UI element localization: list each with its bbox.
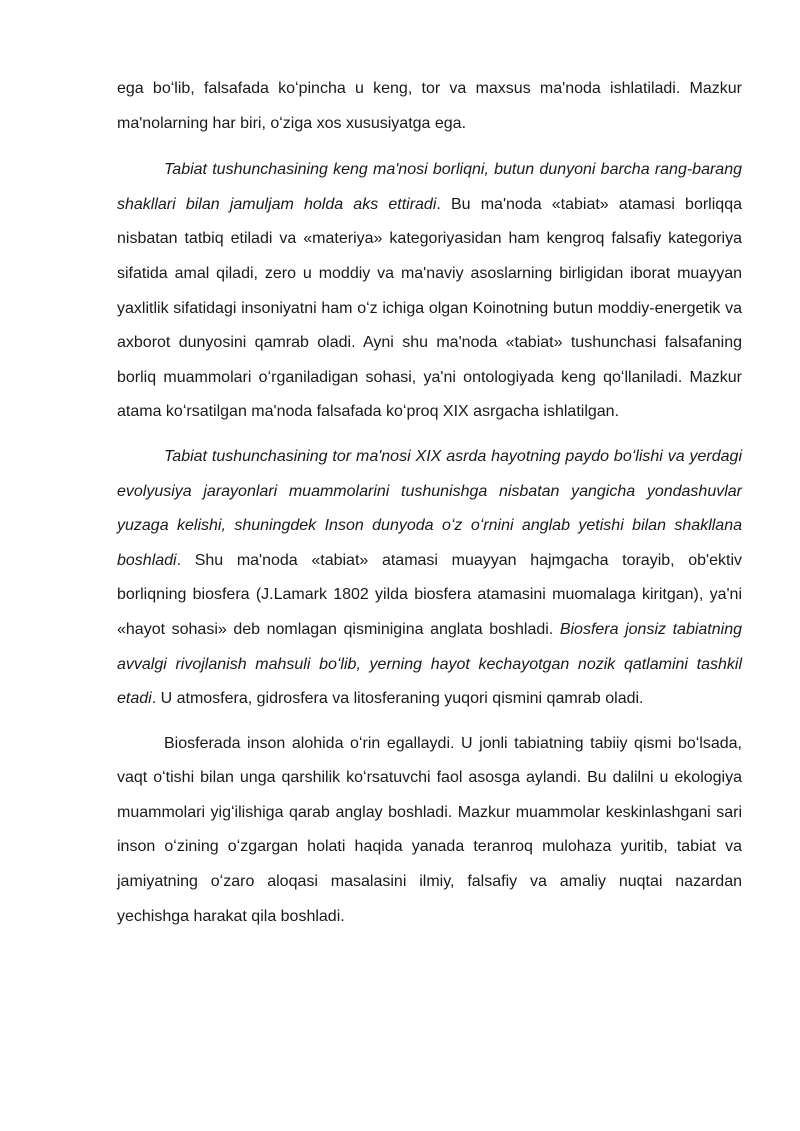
paragraph-4 [117,727,742,935]
paragraph-2-text: . Bu ma'noda «tabiat» atamasi borliqqa nisbatan tatbiq etiladi va «materiya» kategoriyasidan ham kengroq falsafiy kategoriya sifatida amal qiladi, zero u moddiy va ma'naviy asoslarning birligidan iborat muayyan yaxlitlik sifatidagi insoniyatni ham oʻz ichiga olgan Koinotning butun moddiy-energetik va axborot dunyosini qamrab oladi. Ayni shu ma'noda «tabiat» tushunchasi falsafaning borliq muammolari oʻrganiladigan sohasi, ya'ni ontologiyada keng qoʻllaniladi. Mazkur atama koʻrsatilgan ma'noda falsafada koʻproq XIX asrgacha ishlatilgan. [117,195,742,421]
paragraph-3-italic-biosphere: Biosfera jonsiz tabiatning avvalgi rivojlanish mahsuli boʻlib, yerning hayot kechayotgan nozik qatlamini tashkil etadi [117,620,742,708]
paragraph-3-text: . Shu ma'noda «tabiat» atamasi muayyan hajmgacha torayib, ob'ektiv borliqning biosfera (J.Lamark 1802 yilda biosfera atamasini muomalaga kiritgan), ya'ni «hayot sohasi» deb nomlagan qisminigina anglata boshladi. [117,551,742,638]
document-page [117,72,742,944]
paragraph-1 [117,72,742,141]
paragraph-1-text: ega boʻlib, falsafada koʻpincha u keng, tor va maxsus ma'noda ishlatiladi. Mazkur ma'nolarning har biri, oʻziga xos xususiyatga ega. [117,80,742,132]
paragraph-3-text-end: . U atmosfera, gidrosfera va litosferaning yuqori qismini qamrab oladi. [151,690,644,708]
paragraph-3 [117,440,742,717]
paragraph-2-italic-definition: Tabiat tushunchasining keng ma'nosi borliqni, butun dunyoni barcha rang-barang shakllari bilan jamuljam holda aks ettiradi [117,161,742,213]
paragraph-4-text: Biosferada inson alohida oʻrin egallaydi. U jonli tabiatning tabiiy qismi boʻlsada, vaqt oʻtishi bilan unga qarshilik koʻrsatuvchi faol asosga aylandi. Bu dalilni u ekologiya muammolari yigʻilishiga qarab anglay boshladi. Mazkur muammolar keskinlashgani sari inson oʻzining oʻzgargan holati haqida yanada teranroq mulohaza yuritib, tabiat va jamiyatning oʻzaro aloqasi masalasini ilmiy, falsafiy va amaliy nuqtai nazardan yechishga harakat qila boshladi. [117,734,742,925]
paragraph-3-italic-definition: Tabiat tushunchasining tor ma'nosi XIX asrda hayotning paydo boʻlishi va yerdagi evolyusiya jarayonlari muammolarini tushunishga nisbatan yangicha yondashuvlar yuzaga kelishi, shuningdek Inson dunyoda oʻz oʻrnini anglab yetishi bilan shakllana boshladi [117,447,742,569]
paragraph-2 [117,153,742,430]
